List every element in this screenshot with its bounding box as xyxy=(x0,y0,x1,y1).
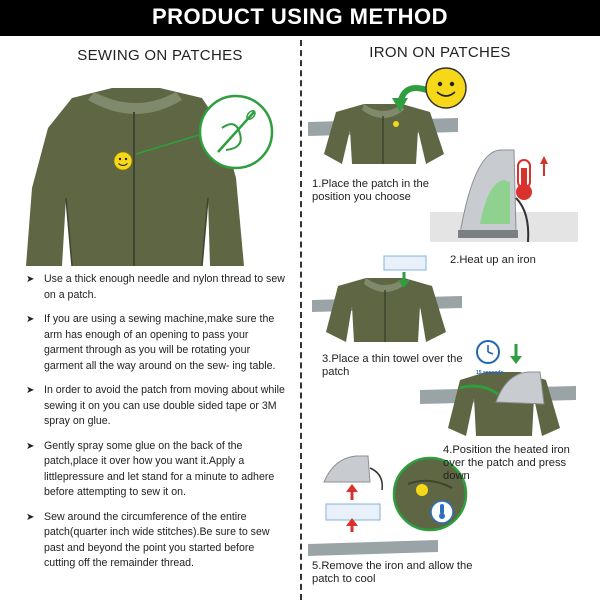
iron-step-1: 1.Place the patch in the position you choose xyxy=(312,178,429,203)
iron-step-5: 5.Remove the iron and allow the patch to cool xyxy=(312,560,473,585)
arrow-right-icon: ➤ xyxy=(26,314,35,325)
arrow-right-icon: ➤ xyxy=(26,440,35,452)
arrow-right-icon: ➤ xyxy=(26,511,35,523)
sewing-jacket-illustration xyxy=(26,88,280,266)
stopwatch-icon xyxy=(476,341,503,376)
list-item: ➤ If you are using a sewing machine,make sure the arm has enough of an opening to pass your garment through as you will be rotating your garment all the way around on the sew- ing table. xyxy=(26,313,276,372)
column-divider xyxy=(300,40,302,600)
step2-heat-iron-illustration xyxy=(430,142,578,250)
smiley-patch-icon xyxy=(114,152,132,170)
sewing-section-title: SEWING ON PATCHES xyxy=(77,47,243,64)
header-banner xyxy=(0,0,600,36)
list-item: ➤ Gently spray some glue on the back of the patch,place it over how you want it.Apply a littlepressure and let stand for a minute to adhere before attempting to sew it on. xyxy=(26,439,275,498)
smiley-patch-icon xyxy=(426,68,466,108)
needle-thread-icon xyxy=(200,96,272,168)
list-item: ➤ Sew around the circumference of the entire patch(quarter inch wide stitches).Be sure to sew past and beyond the point you started before cutting off the remainder thread. xyxy=(26,510,270,569)
list-item: ➤ Use a thick enough needle and nylon thread to sew on a patch. xyxy=(26,273,285,301)
arrow-right-icon: ➤ xyxy=(26,274,35,285)
timer-label: 15 seconds xyxy=(476,370,504,376)
sewing-tips-list xyxy=(26,272,288,581)
iron-step-2: 2.Heat up an iron xyxy=(450,254,536,266)
arrow-right-icon: ➤ xyxy=(26,385,35,396)
step4-press-iron-illustration xyxy=(420,332,580,444)
ironing-section-title: IRON ON PATCHES xyxy=(369,44,511,61)
iron-step-4: 4.Position the heated iron over the patch and press down xyxy=(443,444,570,482)
iron-step-3: 3.Place a thin towel over the patch xyxy=(322,353,463,378)
list-item: ➤ In order to avoid the patch from moving about while sewing it on you can use double sided tape or 3M spray on glue. xyxy=(26,384,285,427)
thermometer-hot-icon xyxy=(516,156,548,200)
page-title: PRODUCT USING METHOD xyxy=(152,4,448,29)
